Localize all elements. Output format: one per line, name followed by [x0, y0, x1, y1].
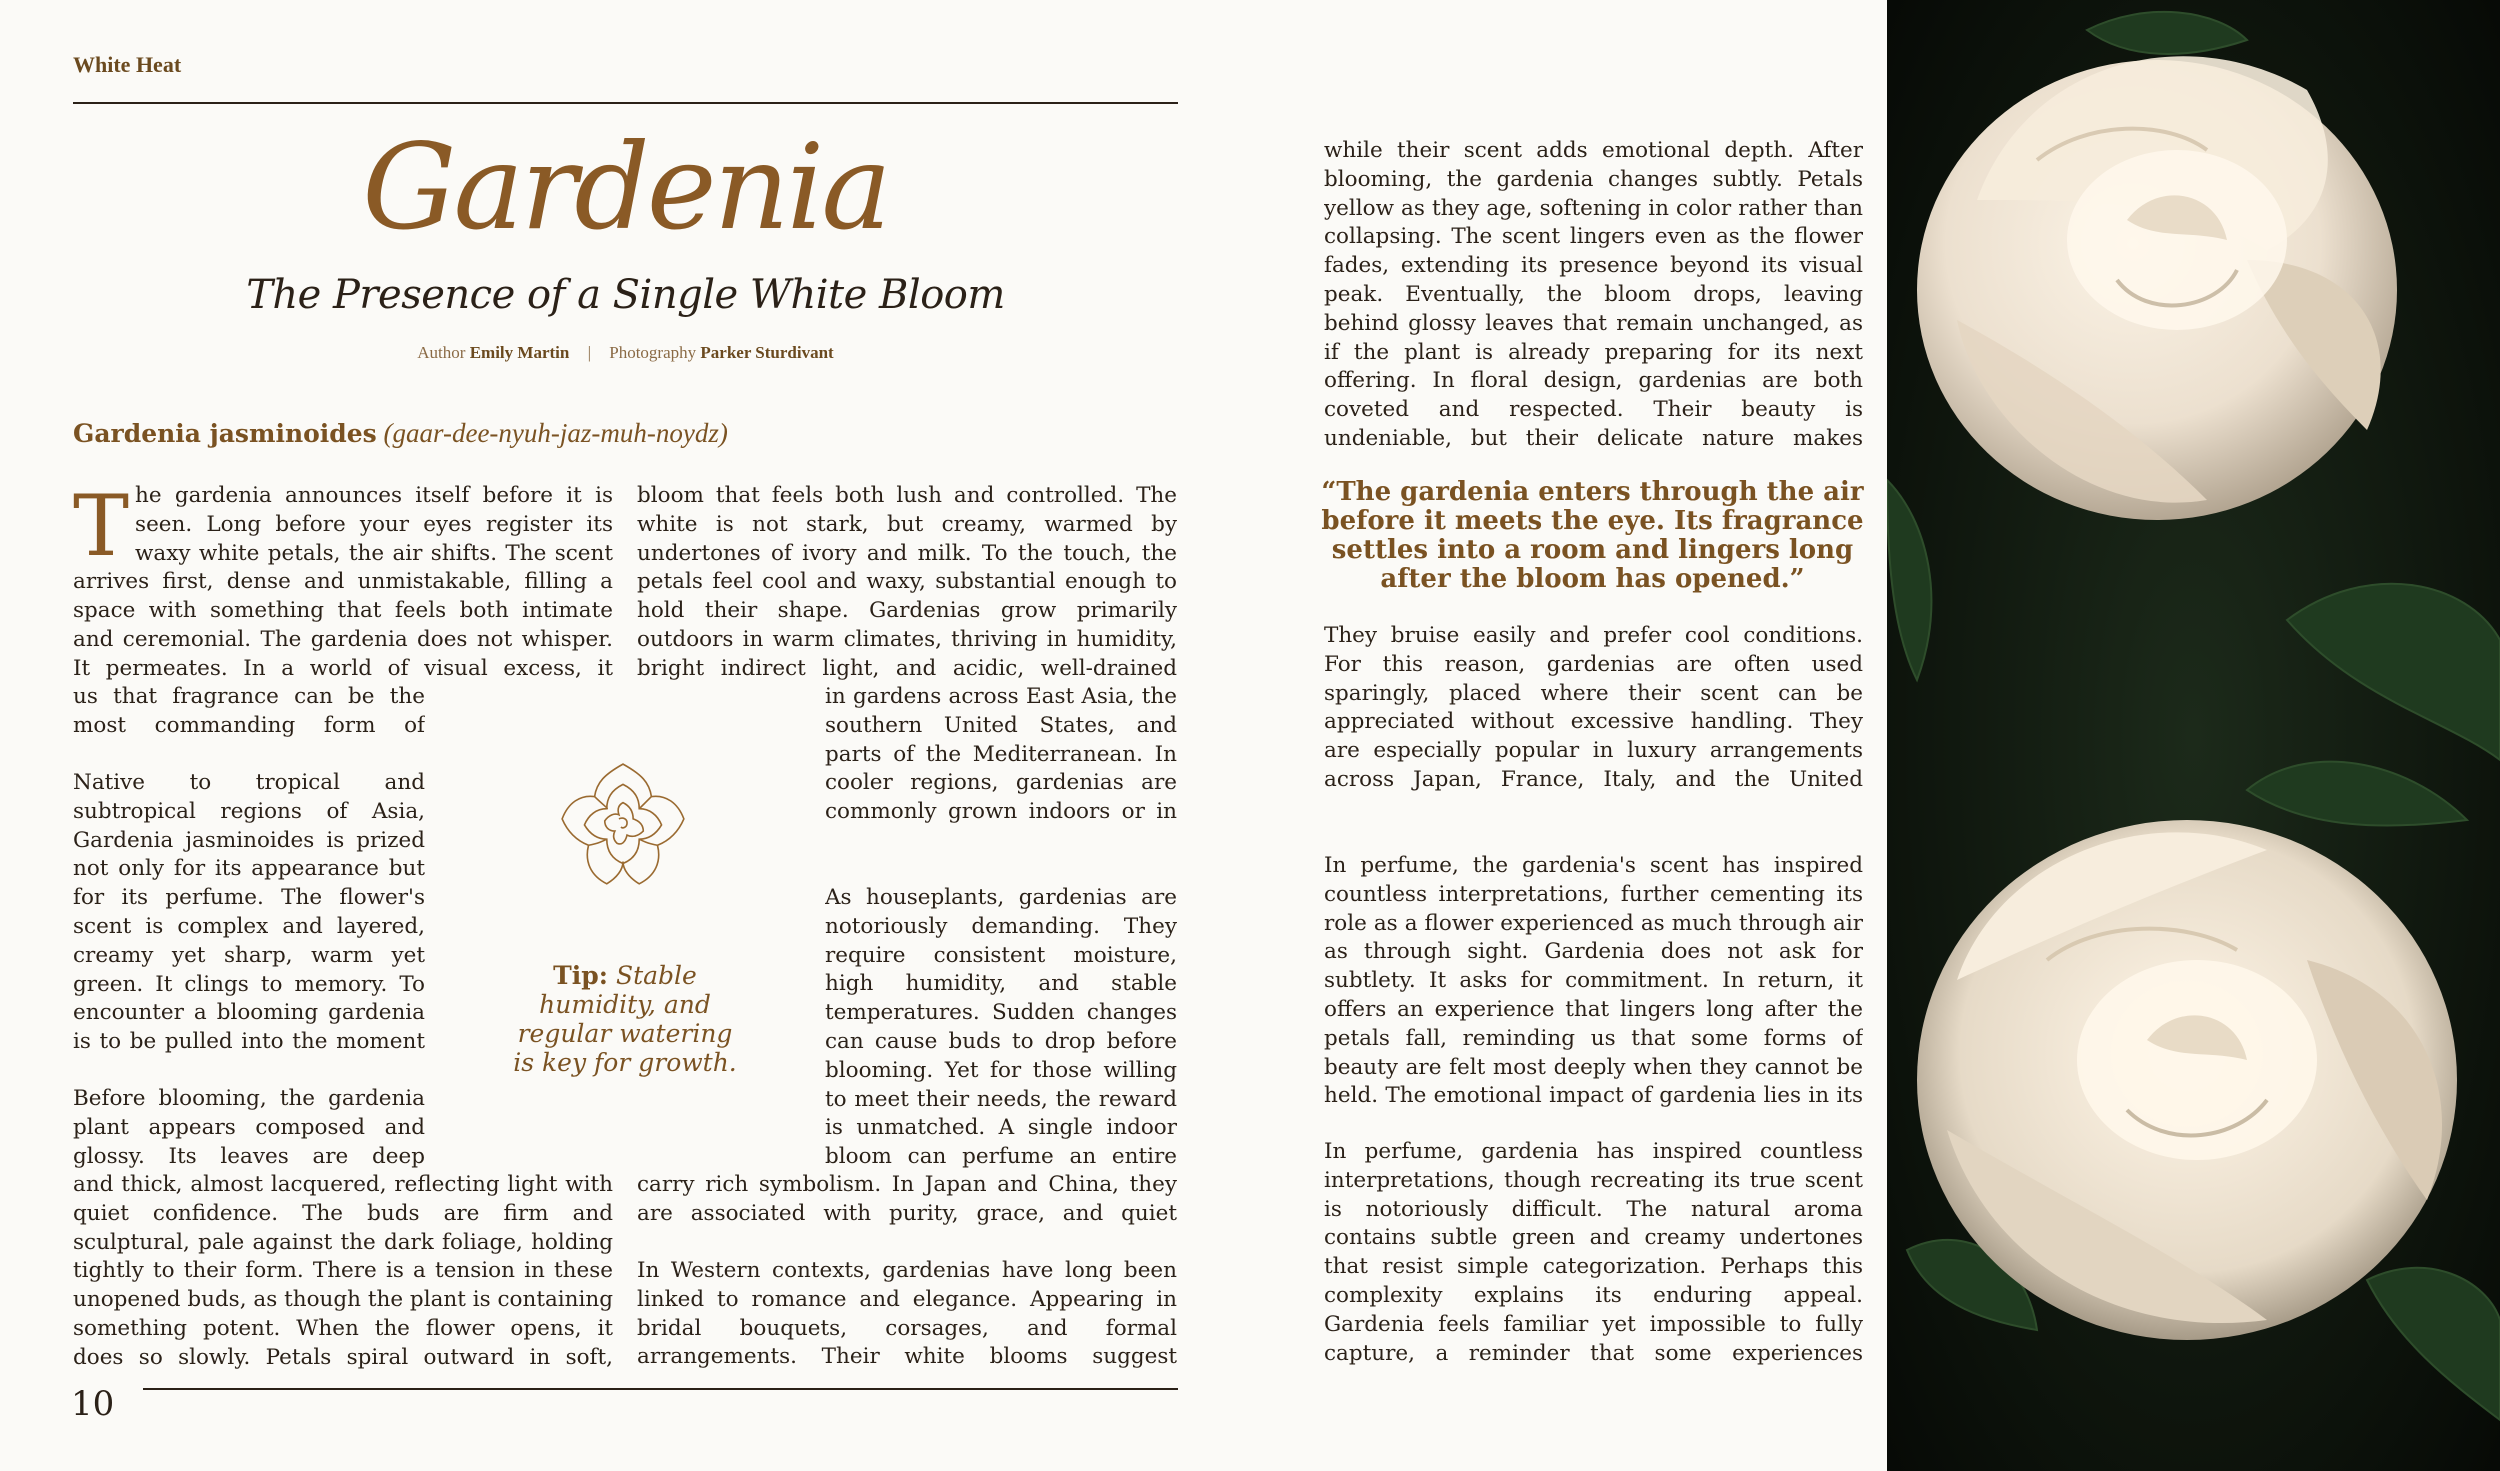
tip-label: Tip:: [553, 961, 608, 990]
col2-top: bloom that feels both lush and controlled. The white is not stark, but creamy, warmed by undertones of ivory and milk. To the touch, the petals feel cool and waxy, substantial enough to hold their shape. Gardenias grow primarily outdoors in warm climates, thriving in humidity, bright indirect light, and acidic, well-drained: [637, 483, 1177, 681]
species-name: Gardenia jasminoides: [73, 419, 377, 448]
col2-mid-2: As houseplants, gardenias are notoriously demanding. They require consistent moisture, high humidity, and stable temperatures. Sudden changes can cause buds to drop before blooming. Yet for those willing to meet their needs, the reward is unmatched. A single indoor bloom can perfume an entire: [825, 885, 1177, 1170]
article-subtitle: The Presence of a Single White Bloom: [246, 272, 1005, 318]
col2-mid-1: in gardens across East Asia, the southern United States, and parts of the Mediterranean. In cooler regions, gardenias are commonly grown indoors or in: [825, 684, 1177, 825]
page-number: 10: [71, 1384, 115, 1424]
bottom-rule: [143, 1388, 1178, 1390]
photo-label: Photography: [609, 343, 697, 362]
tip-text: Stable humidity, and regular watering is key for growth.: [513, 961, 737, 1077]
gardenia-line-art-icon: [552, 756, 694, 898]
species-pronunciation: (gaar-dee-nyuh-jaz-muh-noydz): [383, 418, 728, 448]
col1-paragraph-2: Native to tropical and subtropical regions of Asia, Gardenia jasminoides is prized not only for its appearance but for its perfume. The flower's scent is complex and layered, creamy yet sharp, warm yet green. It clings to memory. To encounter a blooming gardenia is to be pulled into the moment: [73, 770, 425, 1055]
col1-paragraph-1-end: us that fragrance can be the most commanding form of: [73, 684, 425, 738]
col1-opening: [73, 482, 613, 684]
col2-bottom-2: In Western contexts, gardenias have long been linked to romance and elegance. Appearing in bridal bouquets, corsages, and formal arrangements. Their white blooms suggest: [637, 1258, 1177, 1370]
pull-quote: “The gardenia enters through the air before it meets the eye. Its fragrance settles into a room and lingers long after the bloom has opened.”: [1321, 477, 1864, 594]
author-label: Author: [417, 343, 466, 362]
photographer-name: Parker Sturdivant: [700, 343, 834, 362]
article-title: Gardenia: [362, 118, 889, 256]
running-head: White Heat: [73, 52, 182, 77]
species-heading: [73, 418, 728, 449]
byline-separator: |: [587, 343, 591, 362]
col3-paragraph-2: They bruise easily and prefer cool conditions. For this reason, gardenias are often used sparingly, placed where their scent can be appreciated without excessive handling. They are especially popular in luxury arrangements across Japan, France, Italy, and the United: [1324, 623, 1863, 792]
byline: [73, 343, 1178, 363]
col1-paragraph-3-end: and thick, almost lacquered, reflecting light with quiet confidence. The buds are firm and sculptural, pale against the dark foliage, holding tightly to their form. There is a tension in these unopened buds, as though the plant is containing something potent. When the flower opens, it does so slowly. Petals spiral outward in soft,: [73, 1172, 613, 1370]
col1-paragraph-1: he gardenia announces itself before it is seen. Long before your eyes register its waxy white petals, the air shifts. The scent arrives first, dense and unmistakable, filling a space with something that feels both intimate and ceremonial. The gardenia does not whisper. It permeates. In a world of visual excess, it: [73, 483, 613, 681]
tip-callout: [510, 961, 740, 1077]
col3-paragraph-4-box: [1324, 1138, 1863, 1370]
gardenia-photo: [1887, 0, 2500, 1471]
author-name: Emily Martin: [469, 343, 570, 362]
col3-paragraph-3: In perfume, the gardenia's scent has inspired countless interpretations, further cementing its role as a flower experienced as much through air as through sight. Gardenia does not ask for subtlety. It asks for commitment. In return, it offers an experience that lingers long after the petals fall, reminding us that some forms of beauty are felt most deeply when they cannot be held. The emotional impact of gardenia lies in its: [1324, 853, 1863, 1109]
col3-paragraph-1: while their scent adds emotional depth. After blooming, the gardenia changes subtly. Petals yellow as they age, softening in color rather than collapsing. The scent lingers even as the flower fades, extending its presence beyond its visual peak. Eventually, the bloom drops, leaving behind glossy leaves that remain unchanged, as if the plant is already preparing for its next offering. In floral design, gardenias are both coveted and respected. Their beauty is undeniable, but their delicate nature makes: [1324, 138, 1863, 451]
col2-bottom-1: carry rich symbolism. In Japan and China, they are associated with purity, grace, and quiet: [637, 1172, 1177, 1226]
drop-cap: T: [73, 482, 130, 575]
top-rule: [73, 102, 1178, 104]
col1-paragraph-3-start: Before blooming, the gardenia plant appears composed and glossy. Its leaves are deep: [73, 1086, 425, 1169]
col3-paragraph-4: In perfume, gardenia has inspired countless interpretations, though recreating its true scent is notoriously difficult. The natural aroma contains subtle green and creamy undertones that resist simple categorization. Perhaps this complexity explains its enduring appeal. Gardenia feels familiar yet impossible to fully capture, a reminder that some experiences: [1324, 1139, 1863, 1366]
